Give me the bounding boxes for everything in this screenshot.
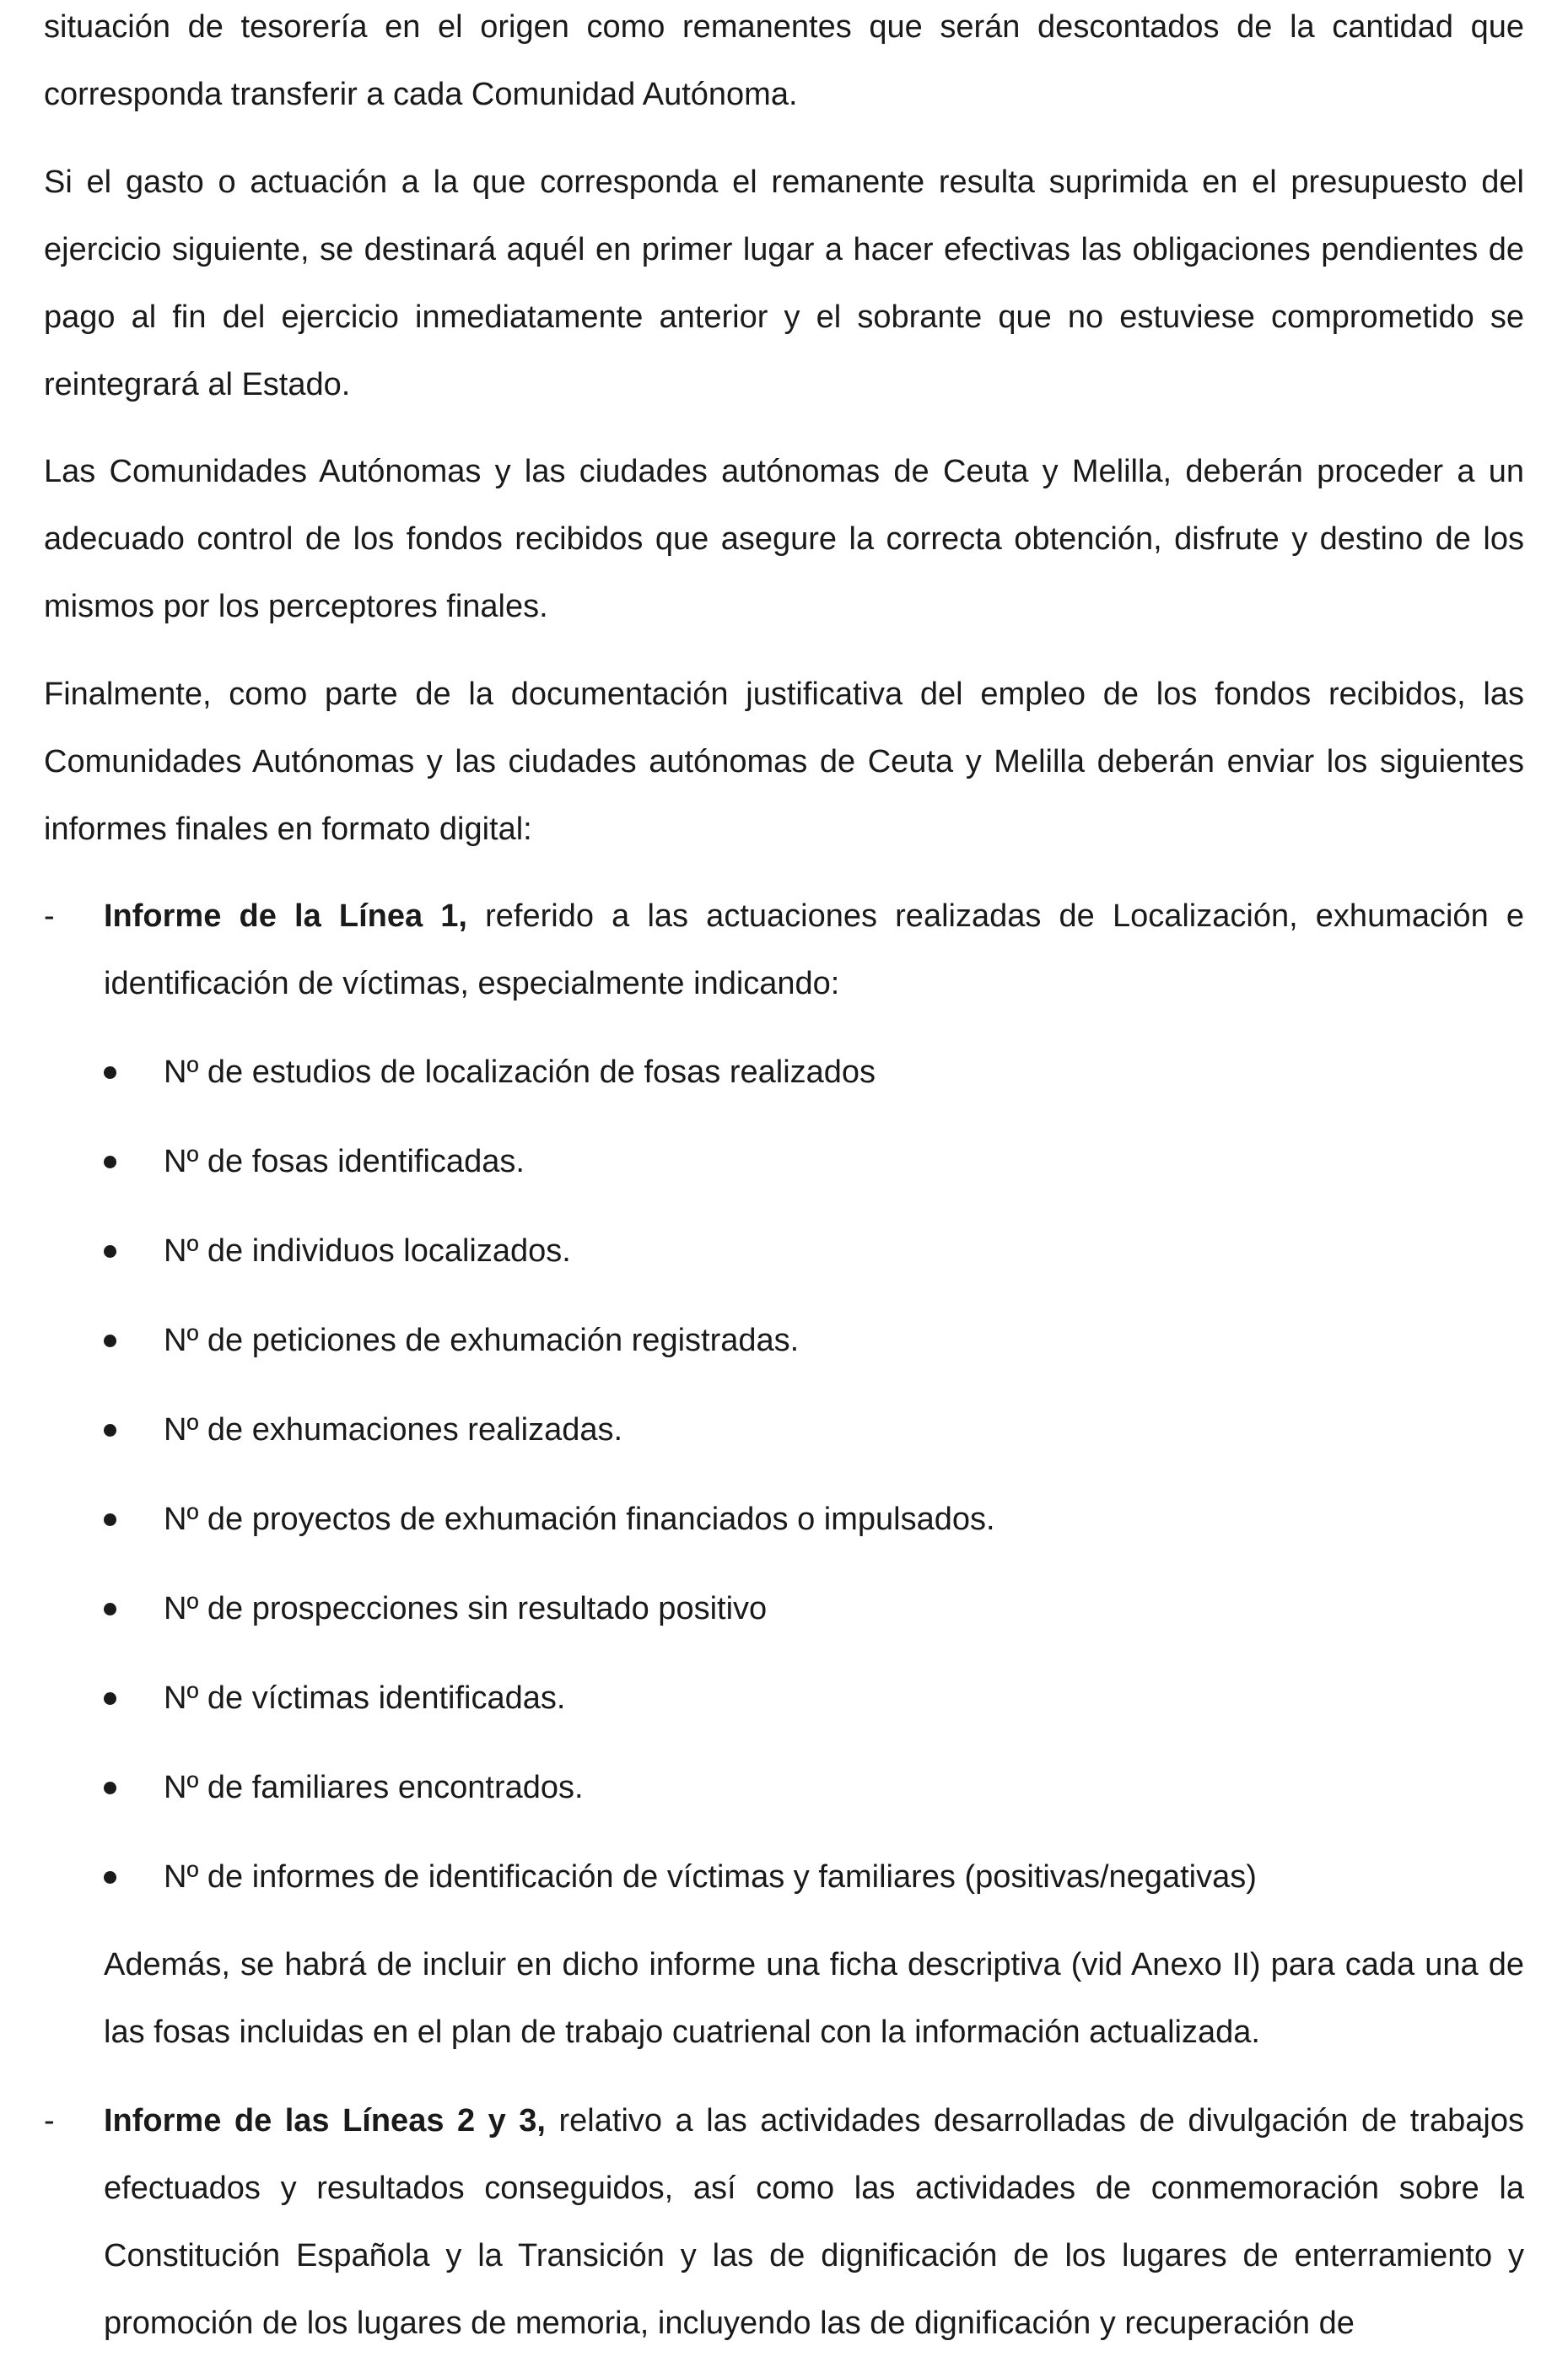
dash-marker: - <box>44 898 55 934</box>
bullet-dot-icon <box>104 1156 116 1168</box>
bullet-dot-icon <box>104 1424 116 1437</box>
list-item-text <box>104 882 1524 1017</box>
paragraph-informes-finales: Finalmente, como parte de la documentación justificativa del empleo de los fondos recibidos, las Comunidades Autónomas y las ciudades autónomas de Ceuta y Melilla deberán enviar los siguientes informes finales en formato digital: <box>44 677 1524 847</box>
bullet-text: Nº de familiares encontrados. <box>164 1770 584 1805</box>
bullet-dot-icon <box>104 1245 116 1258</box>
paragraph-remanentes: situación de tesorería en el origen como remanentes que serán descontados de la cantidad que corresponda transferir a cada Comunidad Autónoma. <box>44 9 1524 112</box>
bullet-dot-icon <box>104 1066 116 1079</box>
list-item-body: referido a las actuaciones realizadas de Localización, exhumación e identificación de víctimas, especialmente indicando: <box>104 898 1524 1001</box>
bullet-dot-icon <box>104 1782 116 1794</box>
paragraph-gasto-suprimido: Si el gasto o actuación a la que corresponda el remanente resulta suprimida en el presupuesto del ejercicio siguiente, se destinará aquél en primer lugar a hacer efectivas las obligaciones pendientes de pago al fin del ejercicio inmediatamente anterior y el sobrante que no estuviese comprometido se reintegrará al Estado. <box>44 165 1524 402</box>
bullet-text: Nº de fosas identificadas. <box>164 1144 525 1179</box>
dash-marker: - <box>44 2103 55 2139</box>
bullet-dot-icon <box>104 1692 116 1705</box>
list-item-text <box>104 2087 1524 2357</box>
bullet-text: Nº de proyectos de exhumación financiados o impulsados. <box>164 1502 995 1537</box>
paragraph-ficha-descriptiva: Además, se habrá de incluir en dicho informe una ficha descriptiva (vid Anexo II) para cada una de las fosas incluidas en el plan de trabajo cuatrienal con la información actualizada. <box>104 1947 1524 2050</box>
bullet-text: Nº de víctimas identificadas. <box>164 1680 566 1716</box>
list-item-lead: Informe de las Líneas 2 y 3, <box>104 2103 546 2139</box>
paragraph-control-fondos: Las Comunidades Autónomas y las ciudades autónomas de Ceuta y Melilla, deberán proceder a un adecuado control de los fondos recibidos que asegure la correcta obtención, disfrute y destino de los mismos por los perceptores finales. <box>44 454 1524 624</box>
bullet-dot-icon <box>104 1513 116 1526</box>
bullet-text: Nº de estudios de localización de fosas realizados <box>164 1054 876 1090</box>
bullet-dot-icon <box>104 1871 116 1884</box>
list-item-body: relativo a las actividades desarrolladas de divulgación de trabajos efectuados y resultados conseguidos, así como las actividades de conmemoración sobre la Constitución Española y la Transición y las de dignificación de los lugares de enterramiento y promoción de los lugares de memoria, incluyendo las de dignificación y recuperación de <box>104 2103 1524 2341</box>
bullet-text: Nº de peticiones de exhumación registradas. <box>164 1323 800 1358</box>
bullet-dot-icon <box>104 1335 116 1347</box>
bullet-dot-icon <box>104 1603 116 1615</box>
bullet-text: Nº de prospecciones sin resultado positivo <box>164 1591 768 1626</box>
bullet-text: Nº de exhumaciones realizadas. <box>164 1412 623 1448</box>
bullet-text: Nº de informes de identificación de víctimas y familiares (positivas/negativas) <box>164 1859 1257 1895</box>
list-item-lead: Informe de la Línea 1, <box>104 898 467 934</box>
bullet-text: Nº de individuos localizados. <box>164 1233 571 1269</box>
